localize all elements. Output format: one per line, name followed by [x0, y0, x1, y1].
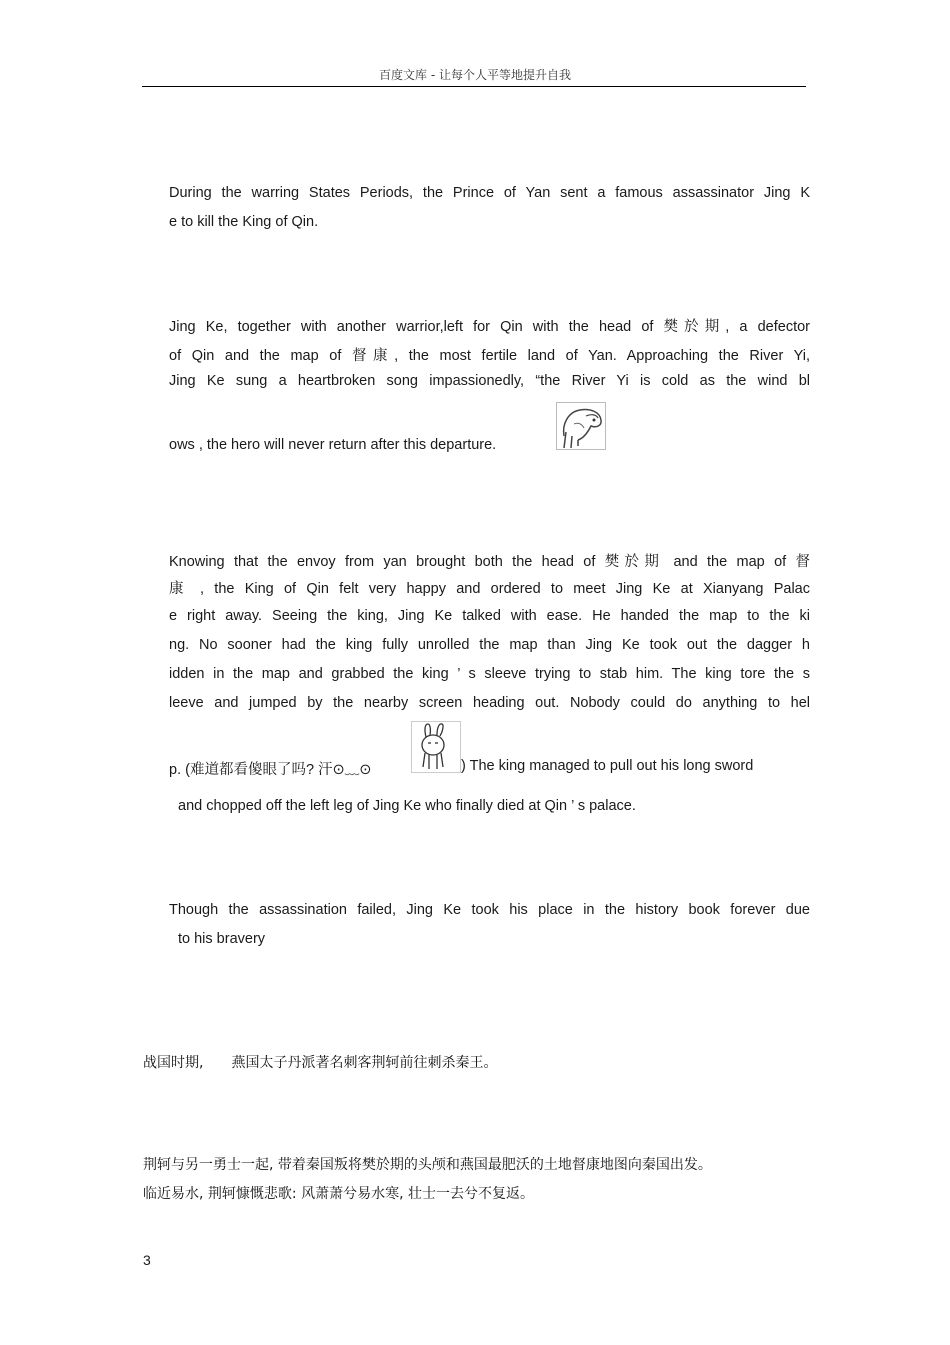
paragraph-2-line-3: Jing Ke sung a heartbroken song impassionedly, “the River Yi is cold as the wind bl: [169, 373, 810, 389]
paragraph-1-line-1: During the warring States Periods, the Prince of Yan sent a famous assassinator Jing K: [169, 185, 810, 201]
header-divider: [142, 86, 806, 87]
paragraph-2-line-4-text: ows , the hero will never return after this departure.: [169, 437, 497, 453]
paragraph-2-line-2: of Qin and the map of 督康, the most fertile land of Yan. Approaching the River Yi,: [169, 348, 810, 364]
chinese-line-3: 临近易水, 荆轲慷慨悲歌: 风萧萧兮易水寒, 壮士一去兮不复返。: [143, 1186, 534, 1202]
paragraph-3-line-5: idden in the map and grabbed the king ’ s sleeve trying to stab him. The king tore the s: [169, 666, 810, 682]
sad-figure-emoticon-icon: [556, 402, 606, 450]
paragraph-1-line-2: e to kill the King of Qin.: [169, 214, 319, 230]
paragraph-3-line-4: ng. No sooner had the king fully unrolled the map than Jing Ke took out the dagger h: [169, 637, 810, 653]
paragraph-2-line-4: [169, 437, 496, 453]
paragraph-3-line-1: Knowing that the envoy from yan brought both the head of 樊於期 and the map of 督: [169, 554, 810, 570]
paragraph-4-line-2: to his bravery: [178, 931, 266, 947]
paragraph-3-line-7-end: ) The king managed to pull out his long sword: [461, 758, 754, 774]
paragraph-3-line-7-start: p. (难道都看傻眼了吗? 汗⊙﹏⊙: [169, 762, 372, 778]
paragraph-3-line-8: and chopped off the left leg of Jing Ke who finally died at Qin ’ s palace.: [178, 798, 636, 814]
rabbit-emoticon-icon: [411, 721, 461, 773]
page-header: 百度文库 - 让每个人平等地提升自我: [379, 68, 571, 82]
paragraph-4-line-1: Though the assassination failed, Jing Ke took his place in the history book forever due: [169, 902, 810, 918]
paragraph-2-line-1: Jing Ke, together with another warrior,left for Qin with the head of 樊於期, a defector: [169, 319, 810, 335]
paragraph-3-line-2: 康 , the King of Qin felt very happy and ordered to meet Jing Ke at Xianyang Palac: [169, 581, 810, 597]
chinese-line-2: 荆轲与另一勇士一起, 带着秦国叛将樊於期的头颅和燕国最肥沃的土地督康地图向秦国出发。: [143, 1157, 712, 1173]
paragraph-3-line-3: e right away. Seeing the king, Jing Ke talked with ease. He handed the map to the ki: [169, 608, 810, 624]
paragraph-3-line-6: leeve and jumped by the nearby screen heading out. Nobody could do anything to hel: [169, 695, 810, 711]
chinese-line-1: 战国时期, 燕国太子丹派著名刺客荆轲前往刺杀秦王。: [143, 1055, 498, 1071]
page-number: 3: [143, 1252, 151, 1268]
